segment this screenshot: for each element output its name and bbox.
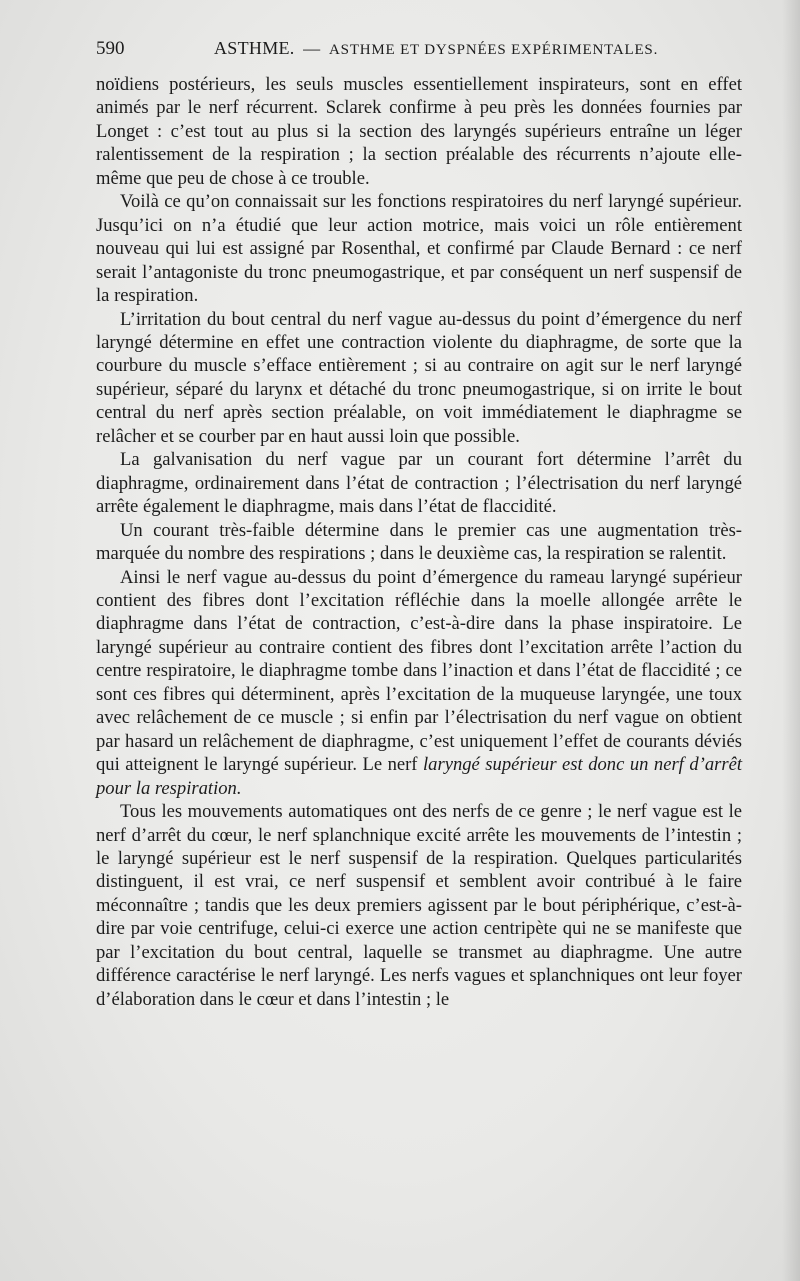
body-text (96, 73, 742, 1011)
paragraph-6 (96, 566, 742, 801)
paragraph-5: Un courant très-faible détermine dans le premier cas une augmentation très-marquée du nombre des respirations ; dans le deuxième cas, la respiration se ralentit. (96, 519, 742, 565)
paragraph-6-italic-conclusion: laryngé supérieur est donc un nerf d’arrêt pour la respiration. (96, 754, 743, 799)
running-title-main: ASTHME. (214, 38, 295, 58)
paragraph-6-text: Ainsi le nerf vague au-dessus du point d’émergence du rameau laryngé supérieur contient des fibres dont l’excitation réfléchie dans la moelle allongée arrête le diaphragme dans l’état de contraction, c’est-à-dire dans la phase inspiratoire. Le laryngé supérieur au contraire contient des fibres dont l’excitation arrête l’action du centre respiratoire, le diaphragme tombe dans l’inaction et dans l’état de flaccidité ; ce sont ces fibres qui déterminent, après l’excitation de la muqueuse laryngée, une toux avec relâchement de ce muscle ; si enfin par l’électrisation du nerf vague on obtient par hasard un relâchement de diaphragme, c’est uniquement l’effet de courants déviés qui atteignent le laryngé supérieur. Le nerf (96, 566, 742, 776)
page-number: 590 (96, 38, 125, 59)
page-edge-shadow (782, 0, 800, 1281)
paragraph-4: La galvanisation du nerf vague par un courant fort détermine l’arrêt du diaphragme, ordinairement dans l’état de contraction ; l’électrisation du nerf laryngé arrête également le diaphragme, mais dans l’état de flaccidité. (96, 449, 742, 518)
running-title (214, 38, 658, 59)
running-title-sub: ASTHME ET DYSPNÉES EXPÉRIMENTALES. (329, 42, 659, 58)
running-title-dash: — (303, 39, 321, 58)
paragraph-3: L’irritation du bout central du nerf vague au-dessus du point d’émergence du nerf laryngé détermine en effet une contraction violente du diaphragme, de sorte que la courbure du muscle s’efface entièrement ; si au contraire on agit sur le nerf laryngé supérieur, séparé du larynx et détaché du tronc pneumogastrique, si on irrite le bout central du nerf après section préalable, on voit immédiatement le diaphragme se relâcher et se courber par en haut aussi loin que possible. (96, 308, 742, 447)
page-header (96, 38, 742, 64)
paragraph-2: Voilà ce qu’on connaissait sur les fonctions respiratoires du nerf laryngé supérieur. Jusqu’ici on n’a étudié que leur action motrice, mais voici un rôle entièrement nouveau qui lui est assigné par Rosenthal, et confirmé par Claude Bernard : ce nerf serait l’antagoniste du tronc pneumogastrique, et par conséquent un nerf suspensif de la respiration. (96, 191, 742, 307)
paragraph-1: noïdiens postérieurs, les seuls muscles essentiellement inspirateurs, sont en effet animés par le nerf récurrent. Sclarek confirme à peu près les données fournies par Longet : c’est tout au plus si la section des laryngés supérieurs entraîne un léger ralentissement de la respiration ; la section préalable des récurrents n’ajoute elle-même que peu de chose à ce trouble. (96, 74, 742, 189)
paragraph-7: Tous les mouvements automatiques ont des nerfs de ce genre ; le nerf vague est le nerf d’arrêt du cœur, le nerf splanchnique excité arrête les mouvements de l’intestin ; le laryngé supérieur est le nerf suspensif de la respiration. Quelques particularités distinguent, il est vrai, ce nerf suspensif et semblent avoir contribué à le faire méconnaître ; tandis que les deux premiers agissent par le bout périphérique, c’est-à-dire par voie centrifuge, celui-ci exerce une action centripète qui ne se manifeste que par l’excitation du bout central, laquelle se transmet au diaphragme. Une autre différence caractérise le nerf laryngé. Les nerfs vagues et splanchniques ont leur foyer d’élaboration dans le cœur et dans l’intestin ; le (96, 801, 742, 1010)
